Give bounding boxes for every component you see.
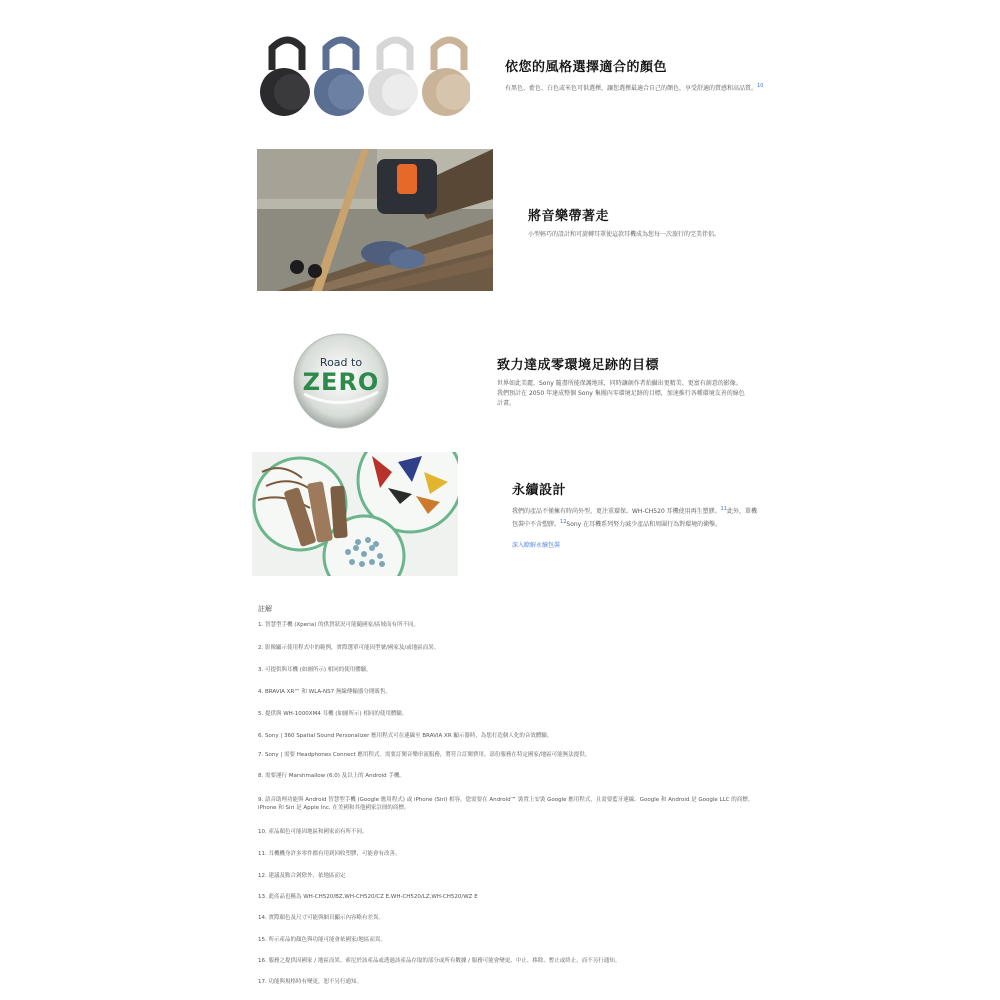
headphone-beige bbox=[422, 40, 470, 116]
note-item-4: 4. BRAVIA XR™ 和 WLA-NS7 無線傳輸器分開販售。 bbox=[258, 689, 391, 695]
section-body-sustainable: 我們的產品不僅擁有時尚外型，更注重環保。WH-CH520 耳機使用再生塑膠。$^{11}$此外，單機包裝中不含塑膠。$^{12}$Sony 在耳機系列努力減少產品和周圍行為對環境的衝擊。 bbox=[512, 506, 758, 528]
sustainable-packaging-link[interactable]: 深入瞭解永續包裝 bbox=[512, 542, 561, 549]
section-title-portable: 將音樂帶著走 bbox=[528, 209, 610, 224]
note-item-7: 7. Sony | 需要 Headphones Connect 應用程式。需要訂閱音樂串流服務，將符合訂閱費用。部份服務在特定國家/地區可能無法提供。 bbox=[258, 752, 591, 758]
headphone-blue bbox=[314, 40, 364, 116]
section-title-zero: 致力達成零環境足跡的目標 bbox=[497, 358, 660, 373]
note-item-2: 2. 影像顯示使用程式中的範例，實際選單可能因型號/國家及/或地區而異。 bbox=[258, 645, 440, 651]
headphones-lineup-image bbox=[258, 30, 470, 118]
recycled-materials-photo bbox=[252, 452, 458, 576]
note-item-11: 11. 耳機機身許多零件都有用到回收塑膠，可能會有改善。 bbox=[258, 851, 401, 857]
headphone-white bbox=[368, 40, 418, 116]
notes-section bbox=[258, 604, 778, 614]
bench-photo bbox=[257, 149, 493, 291]
section-body-portable: 小型輕巧的設計和可旋轉耳罩使這款耳機成為您每一次旅行的完美伴侶。 bbox=[528, 231, 721, 238]
note-item-15: 15. 所示產品的顏色與功能可能會依國家/地區而異。 bbox=[258, 937, 386, 943]
note-item-1: 1. 智慧型手機 (Xperia) 的供貨狀況可能隨國家/區域而有所不同。 bbox=[258, 622, 419, 628]
section-body-zero: 世界如此美麗，Sony 隨盡所能保護地球，同時讓創作者拍攝出更精美、更富有創意的影像。我們預計在 2050 年達成整個 Sony 集團內零環境足跡的目標，加速推行各種環境友善的綠色計畫。 bbox=[497, 380, 745, 407]
notes-title: 註解 bbox=[258, 605, 272, 613]
badge-road-to: Road to bbox=[319, 356, 363, 369]
section-body-colors: 有黑色、藍色、白色或米色可供選擇，讓您選擇最適合自己的顏色，享受舒適的質感和高品質。$^{10}$ bbox=[505, 83, 764, 92]
section-title-sustainable: 永續設計 bbox=[512, 483, 567, 498]
headphone-black bbox=[260, 40, 310, 116]
note-item-9: 9. 語音助理功能與 Android 智慧型手機 (Google 應用程式) 或 iPhone (Siri) 相容。您需要在 Android™ 裝置上安裝 Google 應用程式，且需要藍牙連線。Google 和 Android 是 Google LLC 的商標。iPhone 和 Siri 是 Apple Inc. 在美國和其他國家註冊的商標。 bbox=[258, 797, 754, 811]
badge-zero: ZERO bbox=[302, 368, 380, 396]
note-item-8: 8. 需要運行 Marshmallow (6.0) 及以上的 Android 手機。 bbox=[258, 773, 405, 779]
note-item-16: 16. 服務之提供因國家 / 地區而異。索尼於該產品或透過該產品存取的部分或所有數據 / 服務可能會變更、中止、移除、暫止或終止，而不另行通知。 bbox=[258, 958, 621, 964]
note-item-5: 5. 提供與 WH-1000XM4 耳機 (如圖所示) 相同的使用體驗。 bbox=[258, 711, 408, 717]
road-to-zero-badge bbox=[292, 332, 390, 430]
note-item-17: 17. 功能與規格時有變更，恕不另行通知。 bbox=[258, 979, 362, 985]
note-item-10: 10. 產品顏色可能因地區和國家而有所不同。 bbox=[258, 829, 368, 835]
section-title-colors: 依您的風格選擇適合的顏色 bbox=[505, 60, 668, 75]
note-item-13: 13. 此產品也稱為 WH-CH520/BZ,WH-CH520/CZ E,WH-CH520/LZ,WH-CH520/WZ E bbox=[258, 894, 478, 900]
note-item-12: 12. 建議及點合剝除外，依地區而定 bbox=[258, 873, 346, 879]
note-item-14: 14. 實際顏色及尺寸可能與網頁顯示內容略有差異。 bbox=[258, 915, 384, 921]
note-item-3: 3. 可提供與耳機 (如圖所示) 相同的使用體驗。 bbox=[258, 667, 372, 673]
note-item-6: 6. Sony | 360 Spatial Sound Personalizer 應用程式可在連線至 BRAVIA XR 顯示器時，為您打造個人化的音效體驗。 bbox=[258, 733, 553, 739]
